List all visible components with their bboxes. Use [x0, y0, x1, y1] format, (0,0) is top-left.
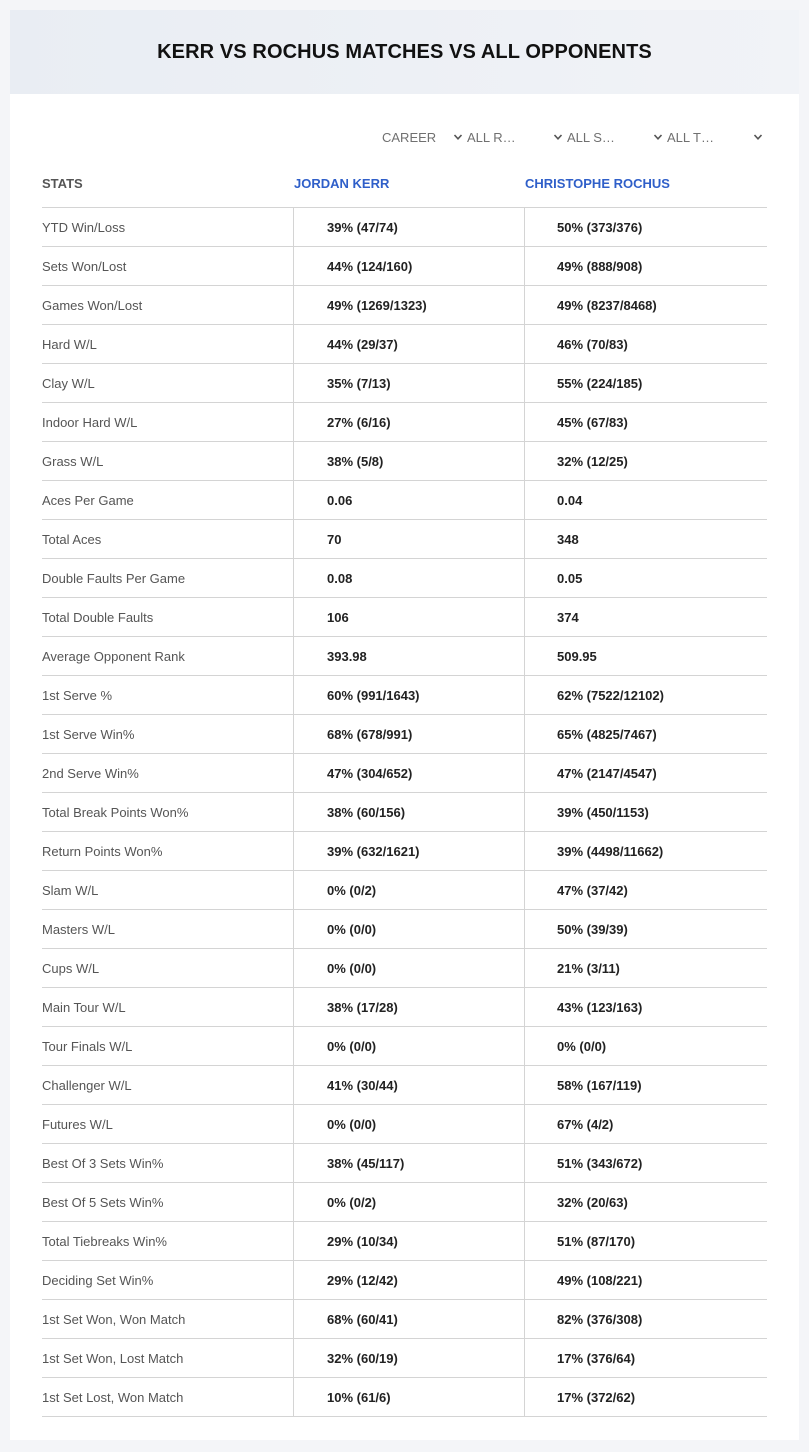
- player1-value: 0.08: [294, 559, 525, 597]
- table-row: [42, 247, 767, 286]
- player2-value: 43% (123/163): [557, 999, 643, 1015]
- stat-label: Total Break Points Won%: [42, 793, 294, 831]
- stat-label: Total Aces: [42, 520, 294, 558]
- table-row: [42, 325, 767, 364]
- player2-value: 374: [557, 609, 579, 625]
- player2-value: 39% (450/1153): [557, 804, 649, 820]
- stat-label: Grass W/L: [42, 442, 294, 480]
- player1-value: 32% (60/19): [294, 1339, 525, 1377]
- table-row: [42, 1261, 767, 1300]
- player1-value: 0% (0/0): [294, 910, 525, 948]
- stats-card: [10, 10, 799, 1440]
- player2-value: 21% (3/11): [557, 960, 620, 976]
- table-row: [42, 871, 767, 910]
- player2-value: 348: [557, 531, 579, 547]
- column-header-stats: STATS: [42, 176, 83, 191]
- table-row: [42, 832, 767, 871]
- player1-value: 68% (60/41): [294, 1300, 525, 1338]
- stat-label: Deciding Set Win%: [42, 1261, 294, 1299]
- table-row: [42, 403, 767, 442]
- table-row: [42, 481, 767, 520]
- player1-value: 44% (29/37): [294, 325, 525, 363]
- stat-label: Return Points Won%: [42, 832, 294, 870]
- player2-value: 47% (2147/4547): [557, 765, 657, 781]
- player1-value: 38% (60/156): [294, 793, 525, 831]
- stat-label: Masters W/L: [42, 910, 294, 948]
- table-row: [42, 598, 767, 637]
- stat-label: Total Double Faults: [42, 598, 294, 636]
- table-row: [42, 208, 767, 247]
- player1-value: 44% (124/160): [294, 247, 525, 285]
- player2-value: 50% (39/39): [557, 921, 628, 937]
- player2-value: 45% (67/83): [557, 414, 628, 430]
- stat-label: Futures W/L: [42, 1105, 294, 1143]
- player2-value: 55% (224/185): [557, 375, 643, 391]
- player1-value: 0% (0/0): [294, 1105, 525, 1143]
- player1-value: 39% (47/74): [294, 208, 525, 246]
- table-row: [42, 1339, 767, 1378]
- table-row: [42, 1300, 767, 1339]
- player2-value: 49% (888/908): [557, 258, 643, 274]
- table-row: [42, 1144, 767, 1183]
- chevron-down-icon: [553, 132, 563, 142]
- filter-bar: [382, 126, 767, 148]
- table-row: [42, 1378, 767, 1417]
- player1-value: 70: [294, 520, 525, 558]
- stat-label: 1st Set Won, Lost Match: [42, 1339, 294, 1377]
- player1-value: 60% (991/1643): [294, 676, 525, 714]
- player1-value: 0% (0/2): [294, 1183, 525, 1221]
- player1-value: 29% (12/42): [294, 1261, 525, 1299]
- player2-value: 62% (7522/12102): [557, 687, 664, 703]
- player2-value: 0.05: [557, 570, 583, 586]
- player1-value: 393.98: [294, 637, 525, 675]
- stat-label: 1st Set Won, Won Match: [42, 1300, 294, 1338]
- page-title: KERR VS ROCHUS MATCHES VS ALL OPPONENTS: [157, 40, 652, 63]
- player2-value: 46% (70/83): [557, 336, 628, 352]
- stat-label: 2nd Serve Win%: [42, 754, 294, 792]
- player1-value: 38% (17/28): [294, 988, 525, 1026]
- player2-value: 51% (343/672): [557, 1155, 643, 1171]
- table-row: [42, 637, 767, 676]
- player2-value: 17% (376/64): [557, 1350, 636, 1366]
- chevron-down-icon: [453, 132, 463, 142]
- filter-label: ALL S…: [567, 129, 615, 145]
- player2-value: 67% (4/2): [557, 1116, 614, 1132]
- player2-value: 0.04: [557, 492, 583, 508]
- stat-label: 1st Serve %: [42, 676, 294, 714]
- player2-value: 49% (8237/8468): [557, 297, 657, 313]
- stat-label: Average Opponent Rank: [42, 637, 294, 675]
- filter-period-select[interactable]: [382, 126, 467, 148]
- card-header: [10, 10, 799, 94]
- stat-label: Cups W/L: [42, 949, 294, 987]
- chevron-down-icon: [653, 132, 663, 142]
- table-row: [42, 364, 767, 403]
- player1-value: 0% (0/0): [294, 1027, 525, 1065]
- player1-value: 0.06: [294, 481, 525, 519]
- stat-label: Hard W/L: [42, 325, 294, 363]
- stat-label: Tour Finals W/L: [42, 1027, 294, 1065]
- filter-round-select[interactable]: [467, 126, 567, 148]
- table-row: [42, 754, 767, 793]
- table-row: [42, 559, 767, 598]
- table-row: [42, 988, 767, 1027]
- table-row: [42, 1183, 767, 1222]
- player2-value: 17% (372/62): [557, 1389, 636, 1405]
- player1-value: 39% (632/1621): [294, 832, 525, 870]
- filter-label: CAREER: [382, 129, 437, 145]
- stat-label: Challenger W/L: [42, 1066, 294, 1104]
- player1-value: 29% (10/34): [294, 1222, 525, 1260]
- stat-label: YTD Win/Loss: [42, 208, 294, 246]
- stat-label: Sets Won/Lost: [42, 247, 294, 285]
- player1-value: 27% (6/16): [294, 403, 525, 441]
- stat-label: Aces Per Game: [42, 481, 294, 519]
- table-row: [42, 910, 767, 949]
- stat-label: Games Won/Lost: [42, 286, 294, 324]
- table-row: [42, 793, 767, 832]
- table-body: [42, 208, 767, 1417]
- player1-value: 106: [294, 598, 525, 636]
- player1-value: 38% (5/8): [294, 442, 525, 480]
- stats-table: [42, 160, 767, 1417]
- stat-label: Best Of 3 Sets Win%: [42, 1144, 294, 1182]
- stat-label: Slam W/L: [42, 871, 294, 909]
- filter-surface-select[interactable]: [567, 126, 667, 148]
- player2-value: 47% (37/42): [557, 882, 628, 898]
- player2-value: 82% (376/308): [557, 1311, 643, 1327]
- player2-value: 509.95: [557, 648, 597, 664]
- filter-label: ALL R…: [467, 129, 516, 145]
- player1-value: 47% (304/652): [294, 754, 525, 792]
- player2-value: 0% (0/0): [557, 1038, 607, 1054]
- filter-tournament-select[interactable]: [667, 126, 767, 148]
- stat-label: Double Faults Per Game: [42, 559, 294, 597]
- player2-value: 39% (4498/11662): [557, 843, 664, 859]
- table-row: [42, 676, 767, 715]
- stat-label: Main Tour W/L: [42, 988, 294, 1026]
- stat-label: 1st Serve Win%: [42, 715, 294, 753]
- column-header-player2[interactable]: CHRISTOPHE ROCHUS: [525, 176, 670, 191]
- table-row: [42, 949, 767, 988]
- table-row: [42, 1066, 767, 1105]
- player2-value: 65% (4825/7467): [557, 726, 657, 742]
- player2-value: 51% (87/170): [557, 1233, 636, 1249]
- table-row: [42, 286, 767, 325]
- table-row: [42, 442, 767, 481]
- stat-label: Best Of 5 Sets Win%: [42, 1183, 294, 1221]
- table-row: [42, 520, 767, 559]
- player1-value: 41% (30/44): [294, 1066, 525, 1104]
- player1-value: 38% (45/117): [294, 1144, 525, 1182]
- stat-label: Indoor Hard W/L: [42, 403, 294, 441]
- player2-value: 50% (373/376): [557, 219, 643, 235]
- player1-value: 68% (678/991): [294, 715, 525, 753]
- player1-value: 49% (1269/1323): [294, 286, 525, 324]
- player2-value: 32% (12/25): [557, 453, 628, 469]
- table-row: [42, 1105, 767, 1144]
- table-row: [42, 1222, 767, 1261]
- player1-value: 0% (0/0): [294, 949, 525, 987]
- chevron-down-icon: [753, 132, 763, 142]
- table-row: [42, 715, 767, 754]
- player1-value: 0% (0/2): [294, 871, 525, 909]
- filter-label: ALL T…: [667, 129, 714, 145]
- player2-value: 58% (167/119): [557, 1077, 642, 1093]
- stat-label: Clay W/L: [42, 364, 294, 402]
- stat-label: 1st Set Lost, Won Match: [42, 1378, 294, 1416]
- stat-label: Total Tiebreaks Win%: [42, 1222, 294, 1260]
- player2-value: 49% (108/221): [557, 1272, 643, 1288]
- table-row: [42, 1027, 767, 1066]
- player2-value: 32% (20/63): [557, 1194, 628, 1210]
- table-header: [42, 160, 767, 208]
- player1-value: 35% (7/13): [294, 364, 525, 402]
- player1-value: 10% (61/6): [294, 1378, 525, 1416]
- column-header-player1[interactable]: JORDAN KERR: [294, 176, 390, 191]
